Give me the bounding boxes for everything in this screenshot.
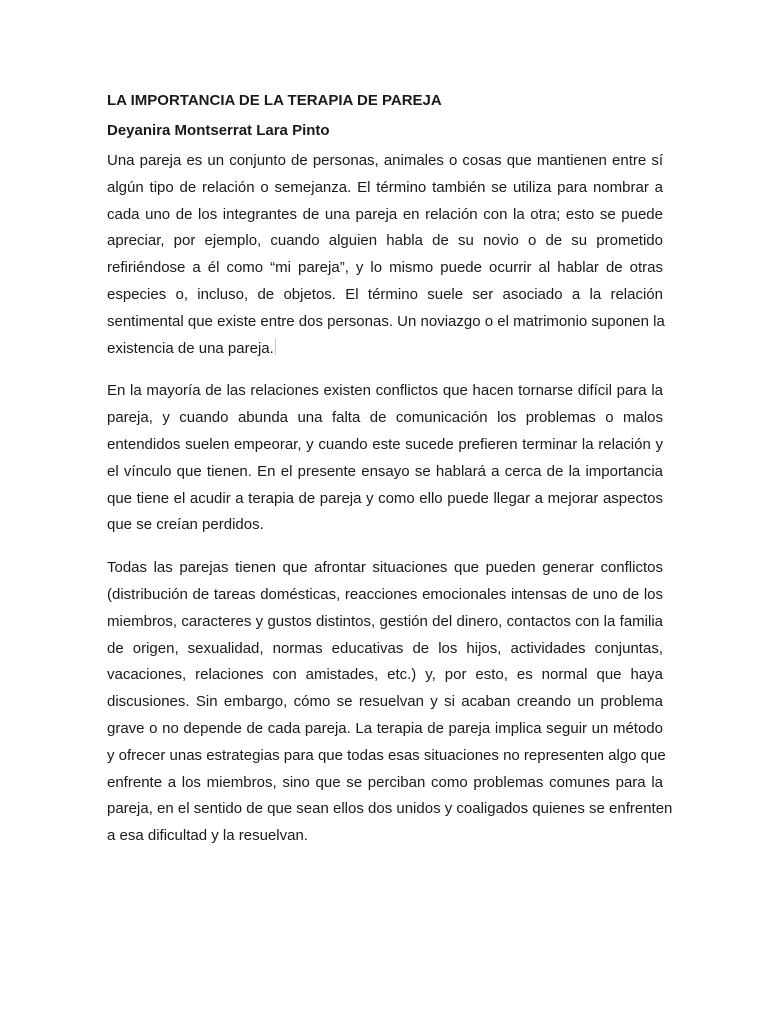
paragraph-line: cada uno de los integrantes de una pareja en relación con la otra; esto se puede [107, 205, 663, 223]
document-body [107, 90, 673, 866]
document-author: Deyanira Montserrat Lara Pinto [107, 122, 330, 139]
paragraph-2 [107, 378, 663, 539]
document-title: LA IMPORTANCIA DE LA TERAPIA DE PAREJA [107, 92, 442, 109]
paragraph-line: de origen, sexualidad, normas educativas de los hijos, actividades conjuntas, [107, 639, 663, 657]
paragraph-line: algún tipo de relación o semejanza. El término también se utiliza para nombrar a [107, 178, 663, 196]
paragraph-line: sentimental que existe entre dos personas. Un noviazgo o el matrimonio suponen la [107, 312, 665, 330]
paragraph-line-last [107, 336, 663, 363]
paragraph-line: En la mayoría de las relaciones existen conflictos que hacen tornarse difícil para la [107, 382, 663, 400]
paragraph-line-text: existencia de una pareja. [107, 339, 274, 357]
paragraph-line: enfrente a los miembros, sino que se perciban como problemas comunes para la [107, 773, 663, 791]
paragraph-line: refiriéndose a él como “mi pareja”, y lo mismo puede ocurrir al hablar de otras [107, 259, 663, 277]
paragraph-line: y ofrecer unas estrategias para que todas esas situaciones no representen algo que [107, 746, 666, 764]
paragraph-3 [107, 555, 673, 850]
paragraph-line: Todas las parejas tienen que afrontar situaciones que pueden generar conflictos [107, 559, 663, 577]
paragraph-line: vacaciones, relaciones con amistades, etc.) y, por esto, es normal que haya [107, 666, 663, 684]
paragraph-line: entendidos suelen empeorar, y cuando este sucede prefieren terminar la relación y [107, 435, 663, 453]
paragraph-line: pareja, en el sentido de que sean ellos dos unidos y coaligados quienes se enfrenten [107, 800, 673, 818]
paragraph-line: miembros, caracteres y gustos distintos, gestión del dinero, contactos con la familia [107, 612, 663, 630]
paragraph-line: grave o no depende de cada pareja. La terapia de pareja implica seguir un método [107, 719, 663, 737]
paragraph-line: (distribución de tareas domésticas, reacciones emocionales intensas de uno de los [107, 585, 663, 603]
paragraph-line: pareja, y cuando abunda una falta de comunicación los problemas o malos [107, 409, 663, 427]
paragraph-line: que tiene el acudir a terapia de pareja y como ello puede llegar a mejorar aspectos [107, 489, 663, 507]
paragraph-1 [107, 148, 663, 362]
paragraph-line: el vínculo que tienen. En el presente ensayo se hablará a cerca de la importancia [107, 462, 663, 480]
paragraph-line-last: a esa dificultad y la resuelvan. [107, 827, 308, 845]
paragraph-line: Una pareja es un conjunto de personas, animales o cosas que mantienen entre sí [107, 152, 663, 169]
paragraph-line: discusiones. Sin embargo, cómo se resuelvan y si acaban creando un problema [107, 693, 663, 711]
paragraph-line: apreciar, por ejemplo, cuando alguien habla de su novio o de su prometido [107, 232, 663, 250]
paragraph-line-last: que se creían perdidos. [107, 516, 264, 534]
paragraph-line: especies o, incluso, de objetos. El término suele ser asociado a la relación [107, 285, 663, 303]
text-cursor [275, 339, 276, 355]
